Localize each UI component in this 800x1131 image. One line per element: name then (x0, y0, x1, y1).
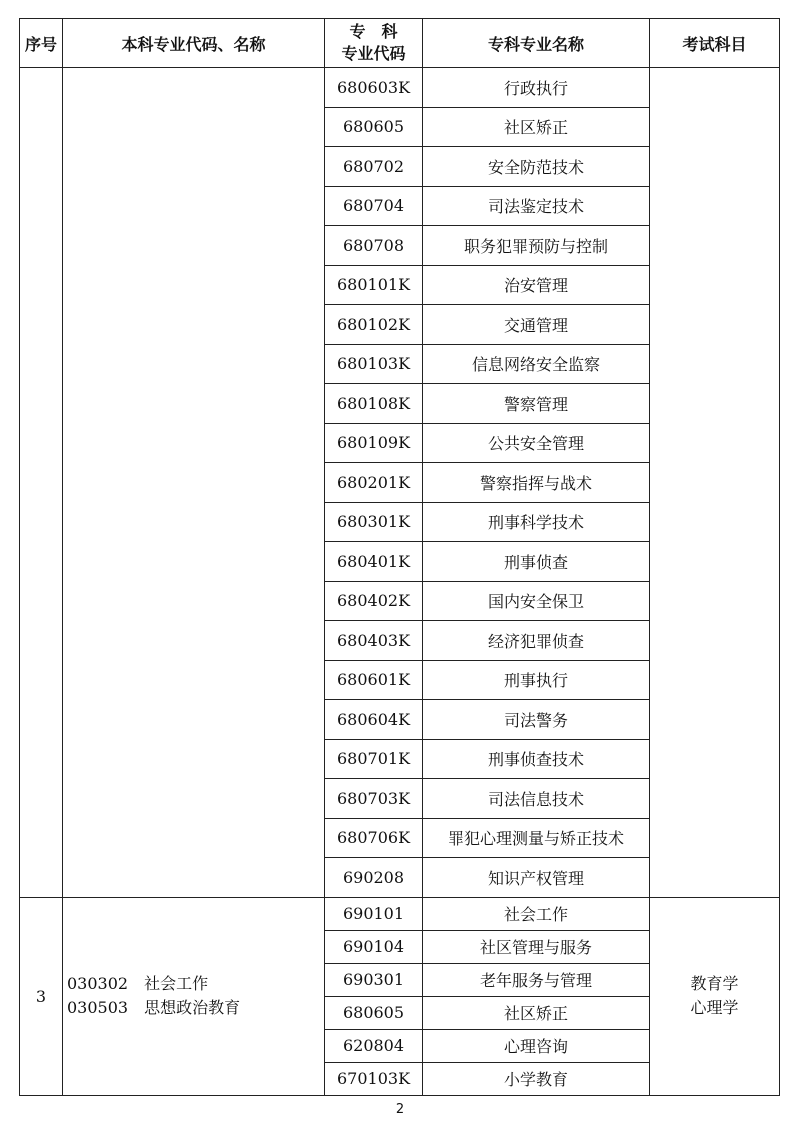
code-cell: 680103K (325, 344, 423, 384)
header-code (325, 19, 423, 68)
name-cell: 社区矫正 (423, 996, 650, 1029)
name-cell: 刑事侦查技术 (423, 739, 650, 779)
bachelor-major-1: 030302 社会工作 (67, 974, 209, 993)
name-cell: 警察指挥与战术 (423, 463, 650, 503)
major-table (19, 18, 780, 1096)
code-cell: 680605 (325, 107, 423, 147)
code-cell: 690301 (325, 963, 423, 996)
header-name: 专科专业名称 (423, 19, 650, 68)
name-cell: 司法鉴定技术 (423, 186, 650, 226)
name-cell: 职务犯罪预防与控制 (423, 226, 650, 266)
code-cell: 680109K (325, 423, 423, 463)
name-cell: 公共安全管理 (423, 423, 650, 463)
code-cell: 680702 (325, 147, 423, 187)
subject-2: 心理学 (690, 998, 739, 1017)
table-row (20, 897, 780, 930)
group3-subjects-cell (650, 897, 780, 1095)
name-cell: 司法警务 (423, 700, 650, 740)
code-cell: 680704 (325, 186, 423, 226)
name-cell: 国内安全保卫 (423, 581, 650, 621)
name-cell: 心理咨询 (423, 1029, 650, 1062)
name-cell: 刑事侦查 (423, 542, 650, 582)
name-cell: 行政执行 (423, 68, 650, 108)
name-cell: 社区矫正 (423, 107, 650, 147)
header-seq: 序号 (20, 19, 63, 68)
code-cell: 670103K (325, 1062, 423, 1095)
code-cell: 690208 (325, 858, 423, 898)
name-cell: 刑事执行 (423, 660, 650, 700)
name-cell: 知识产权管理 (423, 858, 650, 898)
code-cell: 680708 (325, 226, 423, 266)
prev-subjects-cell (650, 68, 780, 898)
name-cell: 社会工作 (423, 897, 650, 930)
code-cell: 690101 (325, 897, 423, 930)
code-cell: 680402K (325, 581, 423, 621)
code-cell: 680701K (325, 739, 423, 779)
group3-bachelor-cell (63, 897, 325, 1095)
name-cell: 交通管理 (423, 305, 650, 345)
code-cell: 680102K (325, 305, 423, 345)
code-cell: 680703K (325, 779, 423, 819)
name-cell: 安全防范技术 (423, 147, 650, 187)
code-cell: 680403K (325, 621, 423, 661)
page-number: 2 (395, 1102, 405, 1117)
code-cell: 680605 (325, 996, 423, 1029)
code-cell: 680301K (325, 502, 423, 542)
header-code-line1: 专 科 (349, 22, 398, 41)
name-cell: 刑事科学技术 (423, 502, 650, 542)
bachelor-major-2: 030503 思想政治教育 (67, 998, 241, 1017)
code-cell: 680603K (325, 68, 423, 108)
subject-1: 教育学 (690, 974, 739, 993)
prev-bachelor-cell (63, 68, 325, 898)
code-cell: 680604K (325, 700, 423, 740)
name-cell: 信息网络安全监察 (423, 344, 650, 384)
name-cell: 司法信息技术 (423, 779, 650, 819)
name-cell: 治安管理 (423, 265, 650, 305)
code-cell: 620804 (325, 1029, 423, 1062)
code-cell: 680201K (325, 463, 423, 503)
group3-seq-cell: 3 (20, 897, 63, 1095)
name-cell: 老年服务与管理 (423, 963, 650, 996)
code-cell: 680401K (325, 542, 423, 582)
code-cell: 680101K (325, 265, 423, 305)
name-cell: 小学教育 (423, 1062, 650, 1095)
name-cell: 罪犯心理测量与矫正技术 (423, 818, 650, 858)
name-cell: 社区管理与服务 (423, 930, 650, 963)
header-code-line2: 专业代码 (341, 44, 406, 63)
header-subjects: 考试科目 (650, 19, 780, 68)
code-cell: 680601K (325, 660, 423, 700)
code-cell: 680706K (325, 818, 423, 858)
prev-seq-cell (20, 68, 63, 898)
name-cell: 经济犯罪侦查 (423, 621, 650, 661)
code-cell: 690104 (325, 930, 423, 963)
name-cell: 警察管理 (423, 384, 650, 424)
table-row (20, 68, 780, 108)
header-bachelor: 本科专业代码、名称 (63, 19, 325, 68)
header-row (20, 19, 780, 68)
code-cell: 680108K (325, 384, 423, 424)
